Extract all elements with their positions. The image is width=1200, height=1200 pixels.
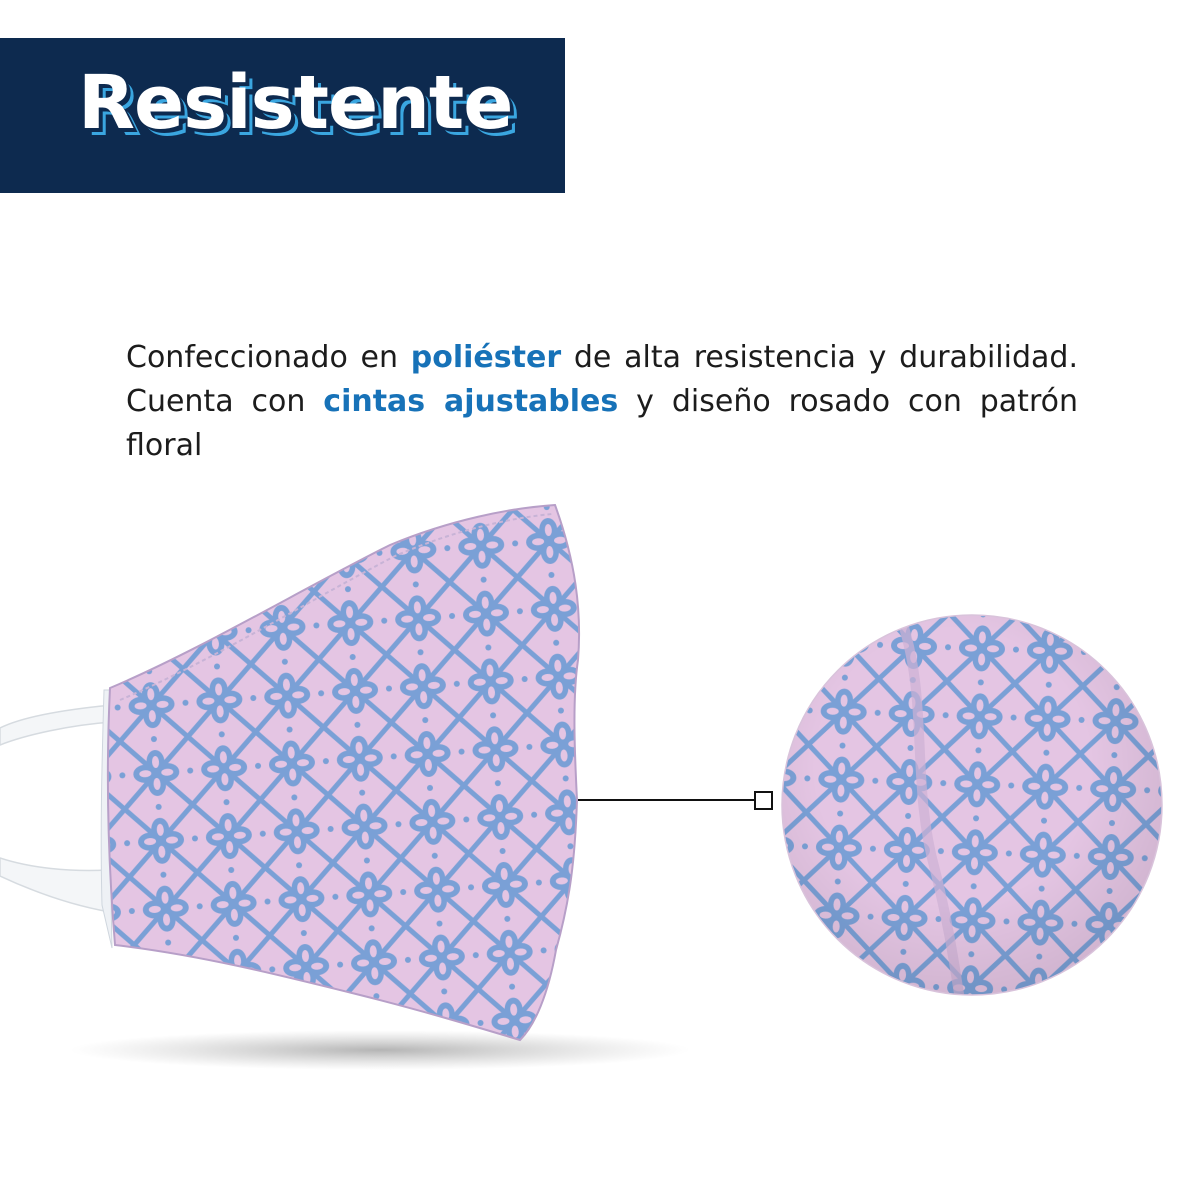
mask-body bbox=[108, 505, 579, 1040]
callout-marker bbox=[755, 792, 772, 809]
description-text-1: Confeccionado en bbox=[126, 340, 411, 375]
highlight-straps: cintas ajustables bbox=[323, 384, 619, 419]
mask-shadow bbox=[70, 1030, 690, 1070]
page-title: Resistente bbox=[78, 60, 513, 146]
fabric-zoom bbox=[760, 593, 1189, 1022]
ear-loop-bottom bbox=[0, 858, 110, 912]
ear-loop-top bbox=[0, 705, 112, 745]
description-text-2: de alta resistencia y durabilidad. Cuenta con bbox=[126, 340, 1078, 419]
description-text-3: y diseño rosado con patrón floral bbox=[126, 384, 1078, 463]
highlight-material: poliéster bbox=[410, 340, 562, 375]
